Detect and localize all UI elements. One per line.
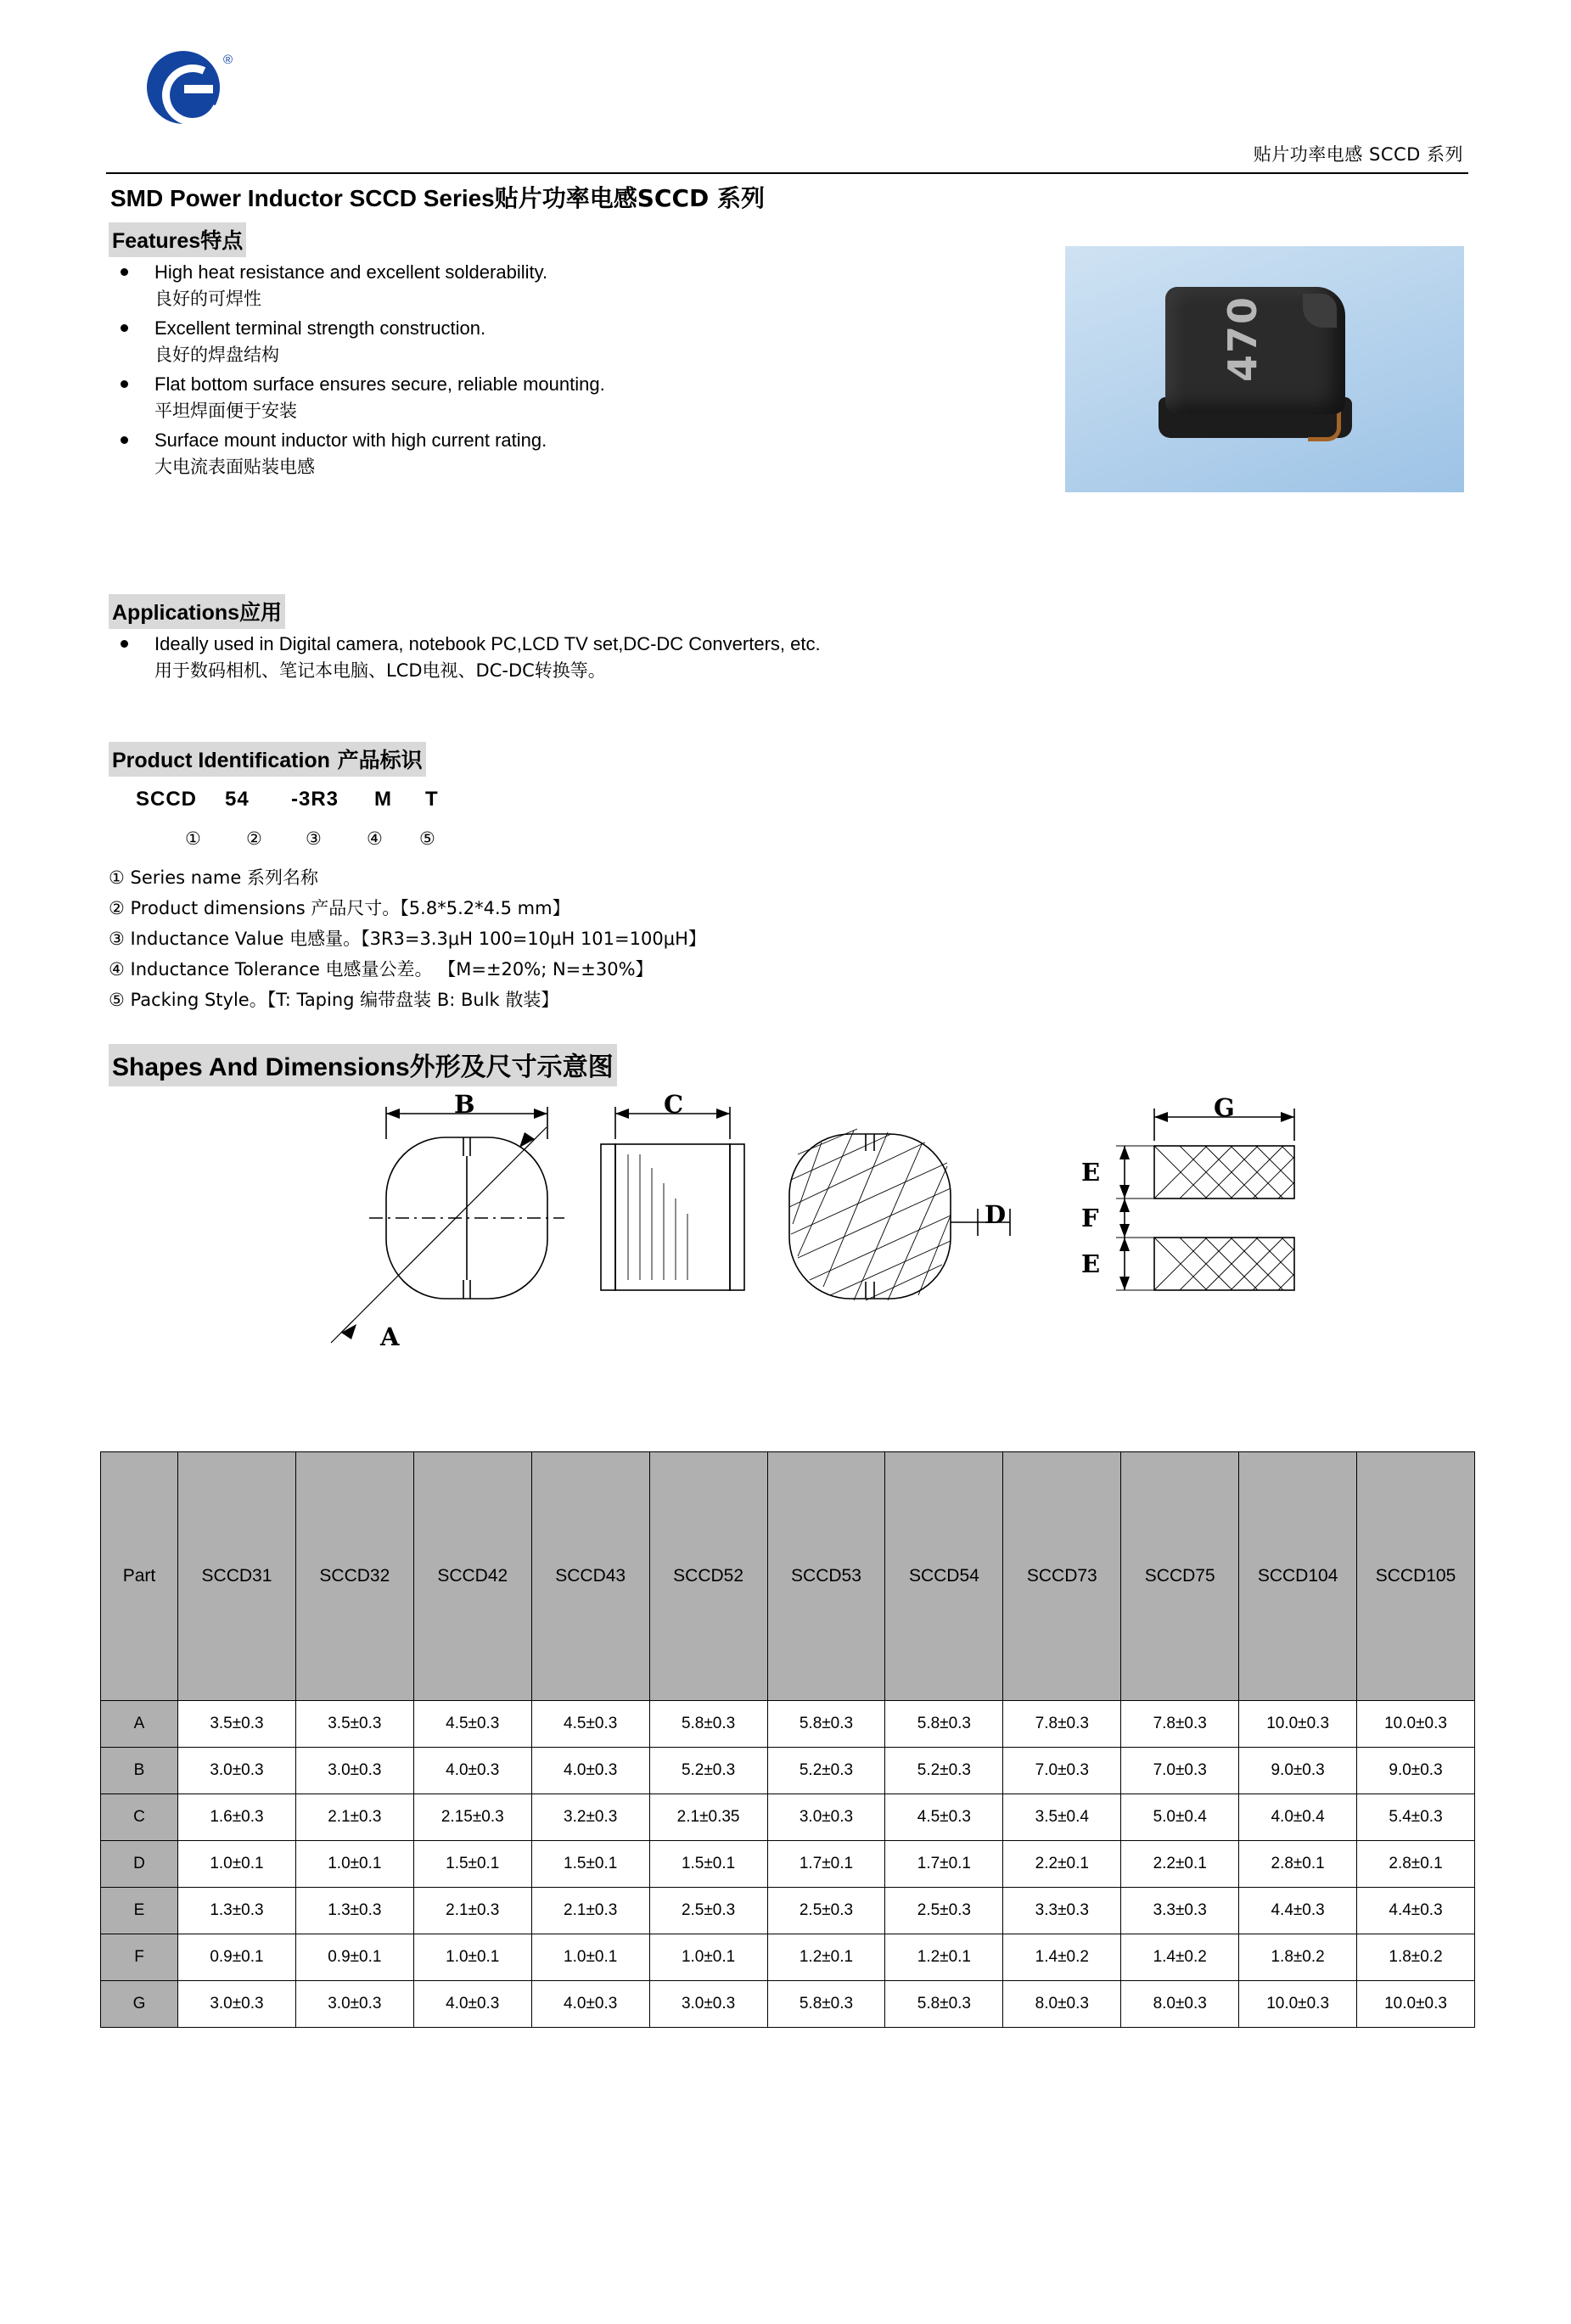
list-item bbox=[121, 316, 952, 368]
dimension-label-D: D bbox=[985, 1200, 1007, 1229]
table-cell: 2.5±0.3 bbox=[767, 1888, 885, 1934]
table-cell: 5.2±0.3 bbox=[649, 1748, 767, 1794]
dimensions-table-wrap bbox=[100, 1451, 1475, 2028]
table-cell: 2.2±0.1 bbox=[1003, 1841, 1121, 1888]
bullet-dot-icon bbox=[121, 268, 128, 276]
pid-callout-1: ① bbox=[185, 829, 202, 849]
table-row bbox=[101, 1888, 1475, 1934]
feature-text-cn: 良好的焊盘结构 bbox=[154, 345, 279, 365]
dimension-drawings-svg bbox=[280, 1095, 1341, 1426]
feature-text-cn: 良好的可焊性 bbox=[154, 289, 261, 309]
table-cell: 1.4±0.2 bbox=[1003, 1934, 1121, 1981]
product-identification-section-title bbox=[109, 742, 426, 777]
table-cell: 4.5±0.3 bbox=[531, 1701, 649, 1748]
table-header-cell: SCCD52 bbox=[649, 1452, 767, 1701]
page-header bbox=[106, 41, 1468, 164]
table-cell: 0.9±0.1 bbox=[295, 1934, 413, 1981]
table-cell: 4.4±0.3 bbox=[1357, 1888, 1475, 1934]
table-row-label: B bbox=[101, 1748, 178, 1794]
list-item bbox=[121, 632, 1139, 684]
table-cell: 1.3±0.3 bbox=[178, 1888, 296, 1934]
legend-line: ④ Inductance Tolerance 电感量公差。 【M=±20%; N=±30%】 bbox=[109, 959, 654, 980]
table-cell: 5.8±0.3 bbox=[649, 1701, 767, 1748]
table-cell: 1.6±0.3 bbox=[178, 1794, 296, 1841]
product-photo bbox=[1065, 246, 1464, 492]
table-cell: 4.0±0.3 bbox=[413, 1748, 531, 1794]
table-cell: 10.0±0.3 bbox=[1239, 1701, 1357, 1748]
table-cell: 1.0±0.1 bbox=[649, 1934, 767, 1981]
features-section-title bbox=[109, 222, 246, 257]
dimensions-table bbox=[100, 1451, 1475, 2028]
table-cell: 1.3±0.3 bbox=[295, 1888, 413, 1934]
table-cell: 5.8±0.3 bbox=[767, 1981, 885, 2028]
table-cell: 1.8±0.2 bbox=[1357, 1934, 1475, 1981]
applications-title-en: Applications bbox=[112, 601, 240, 625]
table-cell: 4.4±0.3 bbox=[1239, 1888, 1357, 1934]
table-cell: 4.0±0.3 bbox=[413, 1981, 531, 2028]
application-text-en: Ideally used in Digital camera, notebook PC,LCD TV set,DC-DC Converters, etc. bbox=[154, 633, 821, 654]
list-item bbox=[121, 372, 952, 424]
table-cell: 5.8±0.3 bbox=[885, 1981, 1003, 2028]
table-cell: 2.15±0.3 bbox=[413, 1794, 531, 1841]
shapes-section-title bbox=[109, 1044, 617, 1086]
table-cell: 4.0±0.3 bbox=[531, 1981, 649, 2028]
table-cell: 3.0±0.3 bbox=[295, 1981, 413, 2028]
table-cell: 2.8±0.1 bbox=[1239, 1841, 1357, 1888]
feature-text-en: Flat bottom surface ensures secure, reliable mounting. bbox=[154, 373, 605, 395]
legend-line: ② Product dimensions 产品尺寸。【5.8*5.2*4.5 mm】 bbox=[109, 898, 570, 918]
table-row bbox=[101, 1794, 1475, 1841]
table-cell: 5.2±0.3 bbox=[885, 1748, 1003, 1794]
features-title-cn: 特点 bbox=[200, 228, 244, 253]
table-cell: 1.2±0.1 bbox=[767, 1934, 885, 1981]
table-cell: 2.1±0.35 bbox=[649, 1794, 767, 1841]
pid-callout-5: ⑤ bbox=[419, 829, 436, 849]
table-row-label: D bbox=[101, 1841, 178, 1888]
table-cell: 3.0±0.3 bbox=[178, 1748, 296, 1794]
table-cell: 10.0±0.3 bbox=[1357, 1701, 1475, 1748]
registered-trademark-symbol: ® bbox=[223, 53, 233, 67]
dimension-drawings bbox=[280, 1090, 1341, 1426]
table-cell: 8.0±0.3 bbox=[1121, 1981, 1239, 2028]
table-cell: 0.9±0.1 bbox=[178, 1934, 296, 1981]
table-row bbox=[101, 1934, 1475, 1981]
table-row-label: E bbox=[101, 1888, 178, 1934]
table-row bbox=[101, 1981, 1475, 2028]
dimension-label-C: C bbox=[664, 1090, 684, 1119]
table-header-cell: SCCD43 bbox=[531, 1452, 649, 1701]
shapes-title-cn: 外形及尺寸示意图 bbox=[409, 1053, 614, 1082]
table-row-label: A bbox=[101, 1701, 178, 1748]
pid-part-2: 54 bbox=[225, 788, 250, 811]
header-divider bbox=[106, 172, 1468, 174]
table-row bbox=[101, 1841, 1475, 1888]
inductor-illustration bbox=[1159, 287, 1354, 444]
table-cell: 7.8±0.3 bbox=[1121, 1701, 1239, 1748]
company-logo-icon bbox=[130, 48, 238, 126]
page-title-en: SMD Power Inductor SCCD Series bbox=[110, 185, 495, 211]
applications-title-cn: 应用 bbox=[239, 600, 283, 625]
table-cell: 9.0±0.3 bbox=[1357, 1748, 1475, 1794]
table-cell: 1.0±0.1 bbox=[295, 1841, 413, 1888]
table-cell: 3.0±0.3 bbox=[295, 1748, 413, 1794]
page-title-cn: 贴片功率电感SCCD 系列 bbox=[494, 184, 766, 212]
table-header-cell: SCCD31 bbox=[178, 1452, 296, 1701]
table-cell: 1.5±0.1 bbox=[413, 1841, 531, 1888]
feature-text-cn: 平坦焊面便于安装 bbox=[154, 401, 297, 421]
list-item bbox=[121, 428, 952, 480]
table-cell: 1.5±0.1 bbox=[531, 1841, 649, 1888]
table-cell: 7.0±0.3 bbox=[1121, 1748, 1239, 1794]
features-list bbox=[121, 260, 952, 484]
table-header-cell: SCCD75 bbox=[1121, 1452, 1239, 1701]
table-cell: 2.1±0.3 bbox=[531, 1888, 649, 1934]
bullet-dot-icon bbox=[121, 436, 128, 444]
table-cell: 2.1±0.3 bbox=[295, 1794, 413, 1841]
table-cell: 3.5±0.3 bbox=[295, 1701, 413, 1748]
list-item bbox=[121, 260, 952, 312]
table-cell: 3.0±0.3 bbox=[767, 1794, 885, 1841]
table-header-cell: SCCD104 bbox=[1239, 1452, 1357, 1701]
pid-callout-3: ③ bbox=[306, 829, 323, 849]
feature-text-cn: 大电流表面贴装电感 bbox=[154, 457, 315, 477]
table-cell: 3.5±0.4 bbox=[1003, 1794, 1121, 1841]
pid-part-5: T bbox=[425, 788, 439, 811]
dimension-label-A: A bbox=[380, 1322, 400, 1351]
table-cell: 1.0±0.1 bbox=[531, 1934, 649, 1981]
features-title-en: Features bbox=[112, 229, 201, 253]
table-cell: 3.0±0.3 bbox=[649, 1981, 767, 2028]
globe-mark-icon bbox=[147, 51, 220, 124]
table-cell: 4.5±0.3 bbox=[885, 1794, 1003, 1841]
pid-callout-2: ② bbox=[246, 829, 263, 849]
header-series-text: 贴片功率电感 SCCD 系列 bbox=[1253, 144, 1463, 165]
table-cell: 3.3±0.3 bbox=[1121, 1888, 1239, 1934]
dimension-label-E-top: E bbox=[1081, 1158, 1101, 1187]
table-cell: 3.0±0.3 bbox=[178, 1981, 296, 2028]
feature-text-en: Surface mount inductor with high current rating. bbox=[154, 429, 547, 451]
table-header-cell: SCCD73 bbox=[1003, 1452, 1121, 1701]
bullet-dot-icon bbox=[121, 380, 128, 388]
table-cell: 5.4±0.3 bbox=[1357, 1794, 1475, 1841]
dimension-label-F: F bbox=[1081, 1204, 1099, 1232]
table-cell: 5.8±0.3 bbox=[767, 1701, 885, 1748]
table-cell: 7.8±0.3 bbox=[1003, 1701, 1121, 1748]
table-cell: 2.1±0.3 bbox=[413, 1888, 531, 1934]
table-cell: 5.0±0.4 bbox=[1121, 1794, 1239, 1841]
table-cell: 10.0±0.3 bbox=[1239, 1981, 1357, 2028]
part-number-breakdown bbox=[136, 788, 459, 811]
table-cell: 3.3±0.3 bbox=[1003, 1888, 1121, 1934]
table-cell: 1.0±0.1 bbox=[413, 1934, 531, 1981]
pid-part-4: M bbox=[374, 788, 392, 811]
table-cell: 4.0±0.3 bbox=[531, 1748, 649, 1794]
pid-callout-4: ④ bbox=[367, 829, 384, 849]
table-row-label: G bbox=[101, 1981, 178, 2028]
inductor-core bbox=[1165, 287, 1345, 414]
table-cell: 3.5±0.3 bbox=[178, 1701, 296, 1748]
table-cell: 1.4±0.2 bbox=[1121, 1934, 1239, 1981]
table-header-cell: SCCD32 bbox=[295, 1452, 413, 1701]
legend-line: ③ Inductance Value 电感量。【3R3=3.3μH 100=10μH 101=100μH】 bbox=[109, 929, 706, 949]
dimension-label-B: B bbox=[454, 1090, 475, 1119]
table-cell: 2.8±0.1 bbox=[1357, 1841, 1475, 1888]
part-number-callouts bbox=[185, 828, 453, 850]
bullet-dot-icon bbox=[121, 324, 128, 332]
dimension-label-G: G bbox=[1214, 1093, 1235, 1122]
legend-line: ① Series name 系列名称 bbox=[109, 867, 318, 888]
table-cell: 2.5±0.3 bbox=[885, 1888, 1003, 1934]
bullet-dot-icon bbox=[121, 640, 128, 648]
table-cell: 2.5±0.3 bbox=[649, 1888, 767, 1934]
table-cell: 1.7±0.1 bbox=[885, 1841, 1003, 1888]
table-header-cell: SCCD42 bbox=[413, 1452, 531, 1701]
pid-part-1: SCCD bbox=[136, 788, 198, 811]
table-cell: 1.7±0.1 bbox=[767, 1841, 885, 1888]
table-cell: 9.0±0.3 bbox=[1239, 1748, 1357, 1794]
dimension-label-E-bottom: E bbox=[1081, 1249, 1101, 1278]
table-header-cell: Part bbox=[101, 1452, 178, 1701]
table-cell: 10.0±0.3 bbox=[1357, 1981, 1475, 2028]
table-header-cell: SCCD54 bbox=[885, 1452, 1003, 1701]
feature-text-en: Excellent terminal strength construction. bbox=[154, 317, 486, 339]
table-cell: 4.5±0.3 bbox=[413, 1701, 531, 1748]
table-cell: 8.0±0.3 bbox=[1003, 1981, 1121, 2028]
table-cell: 7.0±0.3 bbox=[1003, 1748, 1121, 1794]
table-row-label: F bbox=[101, 1934, 178, 1981]
table-cell: 1.8±0.2 bbox=[1239, 1934, 1357, 1981]
table-cell: 4.0±0.4 bbox=[1239, 1794, 1357, 1841]
applications-list bbox=[121, 632, 1139, 688]
application-text-cn: 用于数码相机、笔记本电脑、LCD电视、DC-DC转换等。 bbox=[154, 660, 606, 681]
table-header-row bbox=[101, 1452, 1475, 1701]
page-title bbox=[110, 180, 765, 214]
product-id-title-cn: 产品标识 bbox=[329, 748, 423, 772]
product-id-title-en: Product Identification bbox=[112, 749, 330, 772]
applications-section-title bbox=[109, 594, 285, 629]
product-identification-legend bbox=[109, 862, 1127, 1015]
table-row bbox=[101, 1748, 1475, 1794]
shapes-title-en: Shapes And Dimensions bbox=[112, 1053, 410, 1081]
table-cell: 1.0±0.1 bbox=[178, 1841, 296, 1888]
table-row bbox=[101, 1701, 1475, 1748]
table-header-cell: SCCD105 bbox=[1357, 1452, 1475, 1701]
table-cell: 3.2±0.3 bbox=[531, 1794, 649, 1841]
table-cell: 2.2±0.1 bbox=[1121, 1841, 1239, 1888]
table-cell: 5.8±0.3 bbox=[885, 1701, 1003, 1748]
table-cell: 1.2±0.1 bbox=[885, 1934, 1003, 1981]
legend-line: ⑤ Packing Style。【T: Taping 编带盘装 B: Bulk 散装】 bbox=[109, 990, 559, 1010]
table-cell: 5.2±0.3 bbox=[767, 1748, 885, 1794]
feature-text-en: High heat resistance and excellent solderability. bbox=[154, 261, 548, 283]
pid-part-3: -3R3 bbox=[291, 788, 339, 811]
table-cell: 1.5±0.1 bbox=[649, 1841, 767, 1888]
table-row-label: C bbox=[101, 1794, 178, 1841]
table-header-cell: SCCD53 bbox=[767, 1452, 885, 1701]
inductor-part-marking: 470 bbox=[1220, 295, 1266, 383]
